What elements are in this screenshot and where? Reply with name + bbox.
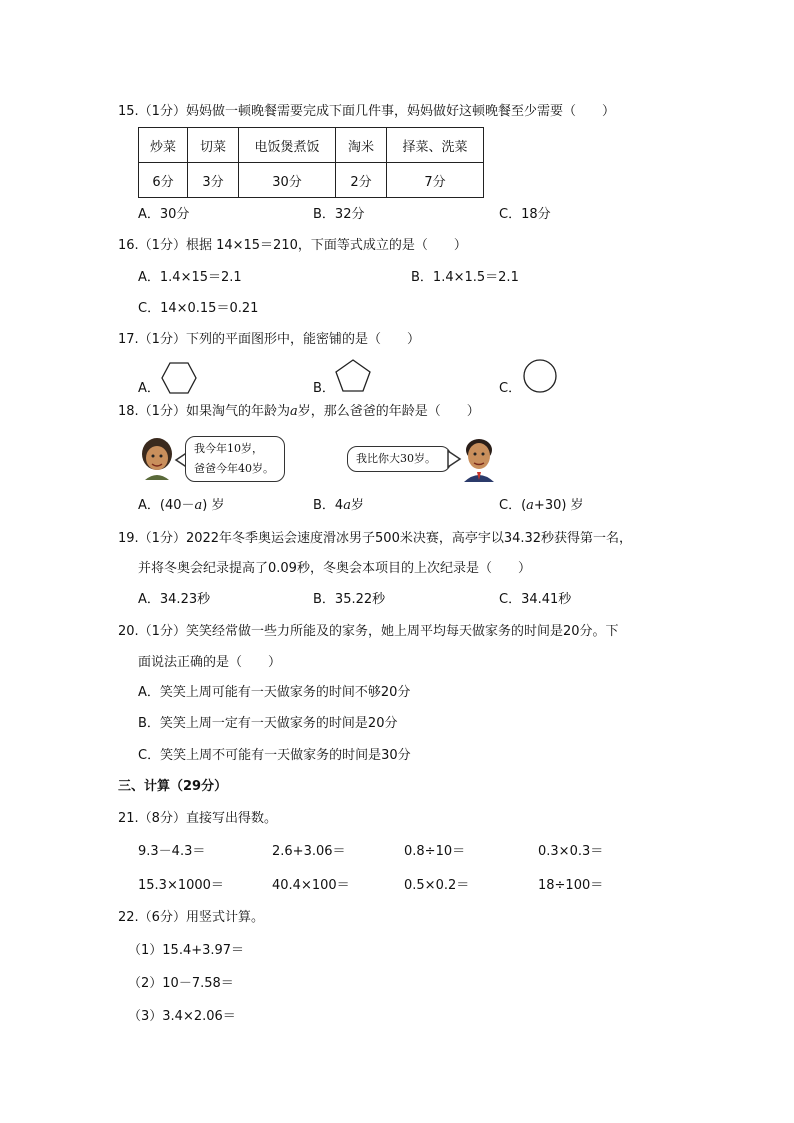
pentagon-icon xyxy=(334,358,372,394)
q17-option-c-label: C． xyxy=(499,381,522,396)
q21-item: 18÷100＝ xyxy=(538,878,604,893)
q17-option-c[interactable] xyxy=(499,380,521,398)
q18-stem-pre: 18.（1分）如果淘气的年龄为 xyxy=(118,404,290,419)
q17-option-b-label: B． xyxy=(313,381,335,396)
table-cell: 2分 xyxy=(336,163,387,198)
q21-item: 0.8÷10＝ xyxy=(404,844,466,859)
bubble-left-line2: 爸爸今年40岁。 xyxy=(194,462,274,475)
q18-option-b[interactable] xyxy=(313,497,364,515)
bubble-right-text: 我比你大30岁。 xyxy=(356,452,436,465)
q18-option-c-post: +30) 岁 xyxy=(533,498,584,513)
q22-stem: 22.（6分）用竖式计算。 xyxy=(118,910,264,925)
q20-option-c[interactable]: C．笑笑上周不可能有一天做家务的时间是30分 xyxy=(138,748,411,763)
q22-item: （3）3.4×2.06＝ xyxy=(128,1009,236,1024)
q21-item: 9.3－4.3＝ xyxy=(138,844,206,859)
q15-option-b[interactable]: B．32分 xyxy=(313,207,365,222)
q16-option-c[interactable]: C．14×0.15＝0.21 xyxy=(138,301,259,316)
q21-item: 15.3×1000＝ xyxy=(138,878,224,893)
q18-option-a-var: a xyxy=(194,498,203,513)
q20-option-b[interactable]: B．笑笑上周一定有一天做家务的时间是20分 xyxy=(138,716,398,731)
q19-option-b[interactable]: B．35.22秒 xyxy=(313,592,386,607)
bubble-left-line1: 我今年10岁， xyxy=(194,442,263,455)
q16-option-a[interactable]: A．1.4×15＝2.1 xyxy=(138,270,242,285)
q15-option-a[interactable]: A．30分 xyxy=(138,207,190,222)
q21-item: 0.3×0.3＝ xyxy=(538,844,604,859)
q20-line2: 面说法正确的是（ ） xyxy=(138,655,282,670)
q18-option-b-post: 岁 xyxy=(350,498,364,513)
dad-avatar xyxy=(459,436,499,482)
q18-option-b-pre: B．4 xyxy=(313,498,344,513)
q21-item: 40.4×100＝ xyxy=(272,878,350,893)
q18-stem-post: 岁，那么爸爸的年龄是（ ） xyxy=(297,404,480,419)
q15-stem: 15.（1分）妈妈做一顿晚餐需要完成下面几件事，妈妈做好这顿晚餐至少需要（ ） xyxy=(118,104,615,119)
section-heading: 三、计算（29分） xyxy=(118,779,228,794)
q18-option-a[interactable] xyxy=(138,497,225,515)
table-cell: 择菜、洗菜 xyxy=(387,128,484,163)
table-cell: 3分 xyxy=(188,163,239,198)
circle-icon xyxy=(522,358,558,394)
q16-stem: 16.（1分）根据 14×15＝210，下面等式成立的是（ ） xyxy=(118,238,467,253)
q18-option-c-var: a xyxy=(526,498,534,513)
q18-option-c-pre: C．( xyxy=(499,498,527,513)
q17-stem: 17.（1分）下列的平面图形中，能密铺的是（ ） xyxy=(118,332,420,347)
boy-avatar xyxy=(138,436,176,482)
q19-option-a[interactable]: A．34.23秒 xyxy=(138,592,211,607)
q18-option-b-var: a xyxy=(343,498,351,513)
table-cell: 淘米 xyxy=(336,128,387,163)
speech-bubble-left xyxy=(185,436,285,482)
table-cell: 6分 xyxy=(139,163,188,198)
table-cell: 电饭煲煮饭 xyxy=(239,128,336,163)
q18-stem xyxy=(118,403,480,421)
q19-option-c[interactable]: C．34.41秒 xyxy=(499,592,572,607)
q21-item: 0.5×0.2＝ xyxy=(404,878,470,893)
q17-option-a[interactable] xyxy=(138,380,160,398)
speech-bubble-right xyxy=(347,446,451,472)
q17-option-a-label: A． xyxy=(138,381,160,396)
q20-option-a[interactable]: A．笑笑上周可能有一天做家务的时间不够20分 xyxy=(138,685,411,700)
table-row xyxy=(139,163,484,198)
q22-item: （2）10－7.58＝ xyxy=(128,976,234,991)
table-cell: 7分 xyxy=(387,163,484,198)
q15-option-c[interactable]: C．18分 xyxy=(499,207,551,222)
q19-line1: 19.（1分）2022年冬季奥运会速度滑冰男子500米决赛，高亭宇以34.32秒获得第一名， xyxy=(118,531,633,546)
q17-option-b[interactable] xyxy=(313,380,335,398)
table-row xyxy=(139,128,484,163)
q21-stem: 21.（8分）直接写出得数。 xyxy=(118,811,277,826)
q22-item: （1）15.4+3.97＝ xyxy=(128,943,245,958)
hexagon-icon xyxy=(160,361,198,395)
table-cell: 切菜 xyxy=(188,128,239,163)
table-cell: 炒菜 xyxy=(139,128,188,163)
q19-line2: 并将冬奥会纪录提高了0.09秒，冬奥会本项目的上次纪录是（ ） xyxy=(138,561,531,576)
table-cell: 30分 xyxy=(239,163,336,198)
q18-option-a-post: ) 岁 xyxy=(202,498,225,513)
q20-line1: 20.（1分）笑笑经常做一些力所能及的家务，她上周平均每天做家务的时间是20分。下 xyxy=(118,624,619,639)
q18-option-a-pre: A．(40－ xyxy=(138,498,195,513)
q18-option-c[interactable] xyxy=(499,497,584,515)
q21-item: 2.6+3.06＝ xyxy=(272,844,346,859)
chores-table xyxy=(138,127,484,198)
q16-option-b[interactable]: B．1.4×1.5＝2.1 xyxy=(411,270,519,285)
q18-variable: a xyxy=(289,404,298,419)
